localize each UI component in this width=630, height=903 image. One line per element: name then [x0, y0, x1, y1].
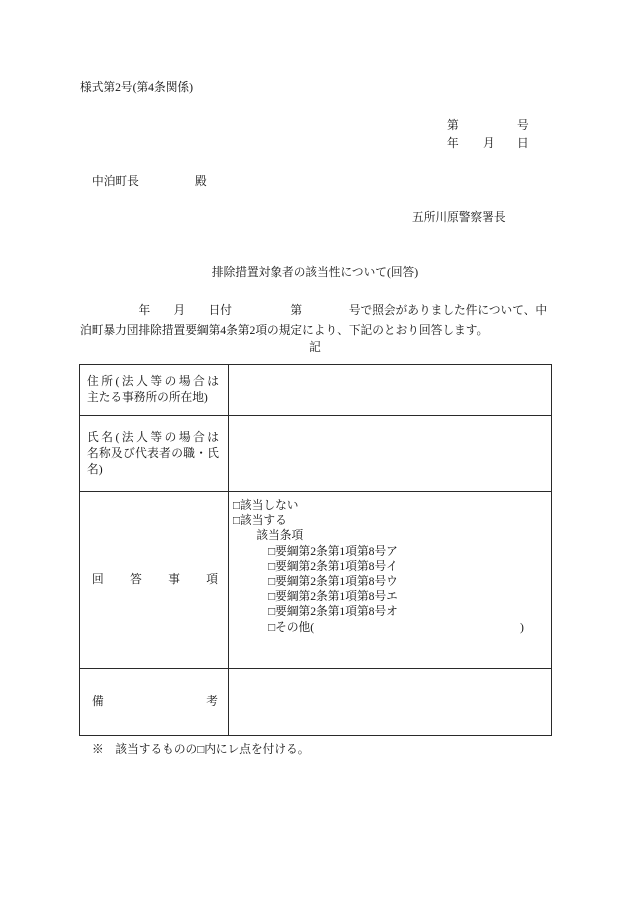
table-row-remarks [80, 669, 551, 735]
date-year-label: 年 [447, 137, 459, 150]
other-close-paren: ) [520, 620, 524, 634]
address-label-line: 主たる事務所の所在地) [87, 391, 208, 404]
clause-option-other [233, 620, 551, 635]
remarks-label: 備考 [92, 695, 218, 708]
address-value-cell [229, 365, 551, 415]
table-row-name [80, 416, 551, 492]
name-label-cell [80, 416, 229, 491]
ki-heading: 記 [309, 341, 321, 354]
answer-label-cell [80, 492, 229, 668]
name-label-line: 名) [87, 462, 103, 476]
sender-name: 五所川原警察署長 [412, 211, 506, 224]
remarks-value-cell [229, 669, 551, 735]
name-label-line: 氏名(法人等の場合は [87, 430, 219, 444]
clause-option: □要綱第2条第1項第8号イ [268, 559, 398, 573]
clause-heading: 該当条項 [256, 529, 304, 543]
clause-option: □要綱第2条第1項第8号エ [268, 590, 398, 604]
addressee-name: 中泊町長 [92, 175, 139, 188]
option-not-applicable: □該当しない [233, 499, 299, 512]
clause-option: □要綱第2条第1項第8号オ [268, 605, 398, 619]
answer-value-cell [229, 492, 551, 668]
table-row-answer [80, 492, 551, 669]
date-day-label: 日 [517, 137, 529, 150]
remarks-label-cell [80, 669, 229, 735]
answer-label: 回答事項 [92, 573, 218, 586]
name-value-cell [229, 416, 551, 491]
date-month-label: 月 [483, 137, 495, 150]
other-open-label: □その他( [268, 620, 315, 634]
footnote: ※ 該当するものの□内にレ点を付ける。 [92, 743, 310, 756]
document-title: 排除措置対象者の該当性について(回答) [211, 266, 419, 279]
table-row-address [80, 365, 551, 416]
body-text-line-1: 年 月 日付 第 号で照会がありました件について、中 [80, 304, 548, 317]
document-number-suffix: 号 [517, 119, 529, 132]
name-label-line: 名称及び代表者の職・氏 [87, 446, 219, 460]
clause-option: □要綱第2条第1項第8号ウ [268, 575, 398, 589]
form-number: 様式第2号(第4条関係) [80, 81, 193, 94]
answer-table [79, 364, 552, 736]
document-number-prefix: 第 [447, 119, 459, 132]
body-text-line-2: 泊町暴力団排除措置要綱第4条第2項の規定により、下記のとおり回答します。 [80, 324, 489, 337]
addressee-honorific: 殿 [195, 175, 207, 188]
address-label-cell [80, 365, 229, 415]
clause-option: □要綱第2条第1項第8号ア [268, 544, 398, 558]
address-label-line: 住所(法人等の場合は [87, 375, 219, 388]
option-applicable: □該当する [233, 514, 287, 528]
